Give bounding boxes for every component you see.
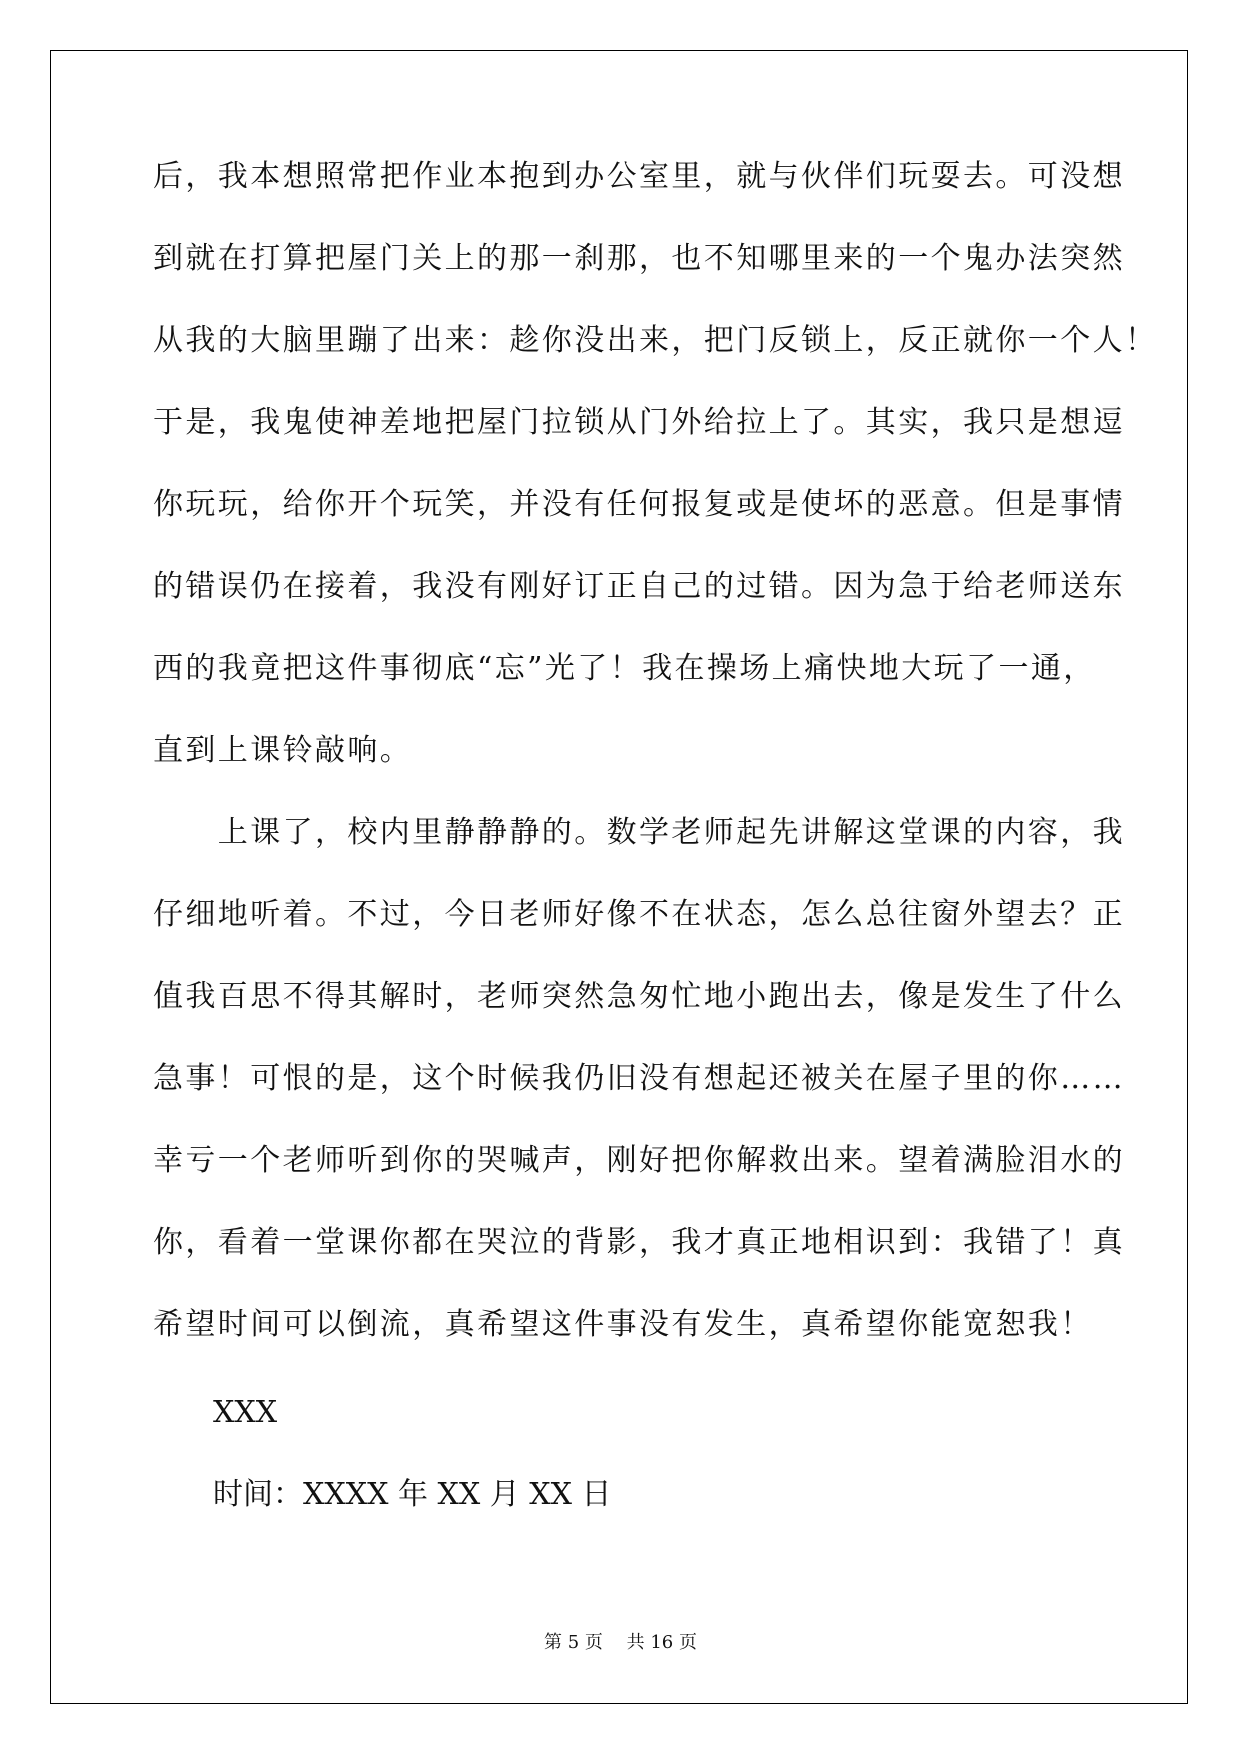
text-line: 你，看着一堂课你都在哭泣的背影，我才真正地相识到：我错了！真	[153, 1225, 1125, 1260]
text-line: 后，我本想照常把作业本抱到办公室里，就与伙伴们玩耍去。可没想	[153, 159, 1125, 194]
signature: XXX	[213, 1395, 278, 1430]
text-line: 到就在打算把屋门关上的那一刹那，也不知哪里来的一个鬼办法突然	[153, 241, 1125, 276]
text-line: 上课了，校内里静静静的。数学老师起先讲解这堂课的内容，我	[153, 815, 1125, 850]
text-line: 急事！可恨的是，这个时候我仍旧没有想起还被关在屋子里的你……	[153, 1061, 1125, 1096]
text-line: 幸亏一个老师听到你的哭喊声，刚好把你解救出来。望着满脸泪水的	[153, 1143, 1125, 1178]
date-line: 时间：XXXX 年 XX 月 XX 日	[213, 1477, 612, 1512]
text-line: 的错误仍在接着，我没有刚好订正自己的过错。因为急于给老师送东	[153, 569, 1125, 604]
paragraph-1	[153, 158, 1158, 814]
text-line: 你玩玩，给你开个玩笑，并没有任何报复或是使坏的恶意。但是事情	[153, 487, 1125, 522]
text-line: 仔细地听着。不过，今日老师好像不在状态，怎么总往窗外望去？正	[153, 897, 1125, 932]
text-line: 值我百思不得其解时，老师突然急匆忙地小跑出去，像是发生了什么	[153, 979, 1125, 1014]
letter-body	[153, 158, 1158, 1388]
paragraph-2	[153, 814, 1125, 1388]
page-number: 第 5 页 共 16 页	[544, 1632, 697, 1653]
page-footer	[0, 1628, 1241, 1654]
text-line: 希望时间可以倒流，真希望这件事没有发生，真希望你能宽恕我！	[153, 1307, 1093, 1342]
text-line: 从我的大脑里蹦了出来：趁你没出来，把门反锁上，反正就你一个人！	[153, 323, 1158, 358]
text-line: 西的我竟把这件事彻底“忘”光了！我在操场上痛快地大玩了一通，	[153, 651, 1096, 686]
text-line: 直到上课铃敲响。	[153, 733, 413, 768]
text-line: 于是，我鬼使神差地把屋门拉锁从门外给拉上了。其实，我只是想逗	[153, 405, 1125, 440]
